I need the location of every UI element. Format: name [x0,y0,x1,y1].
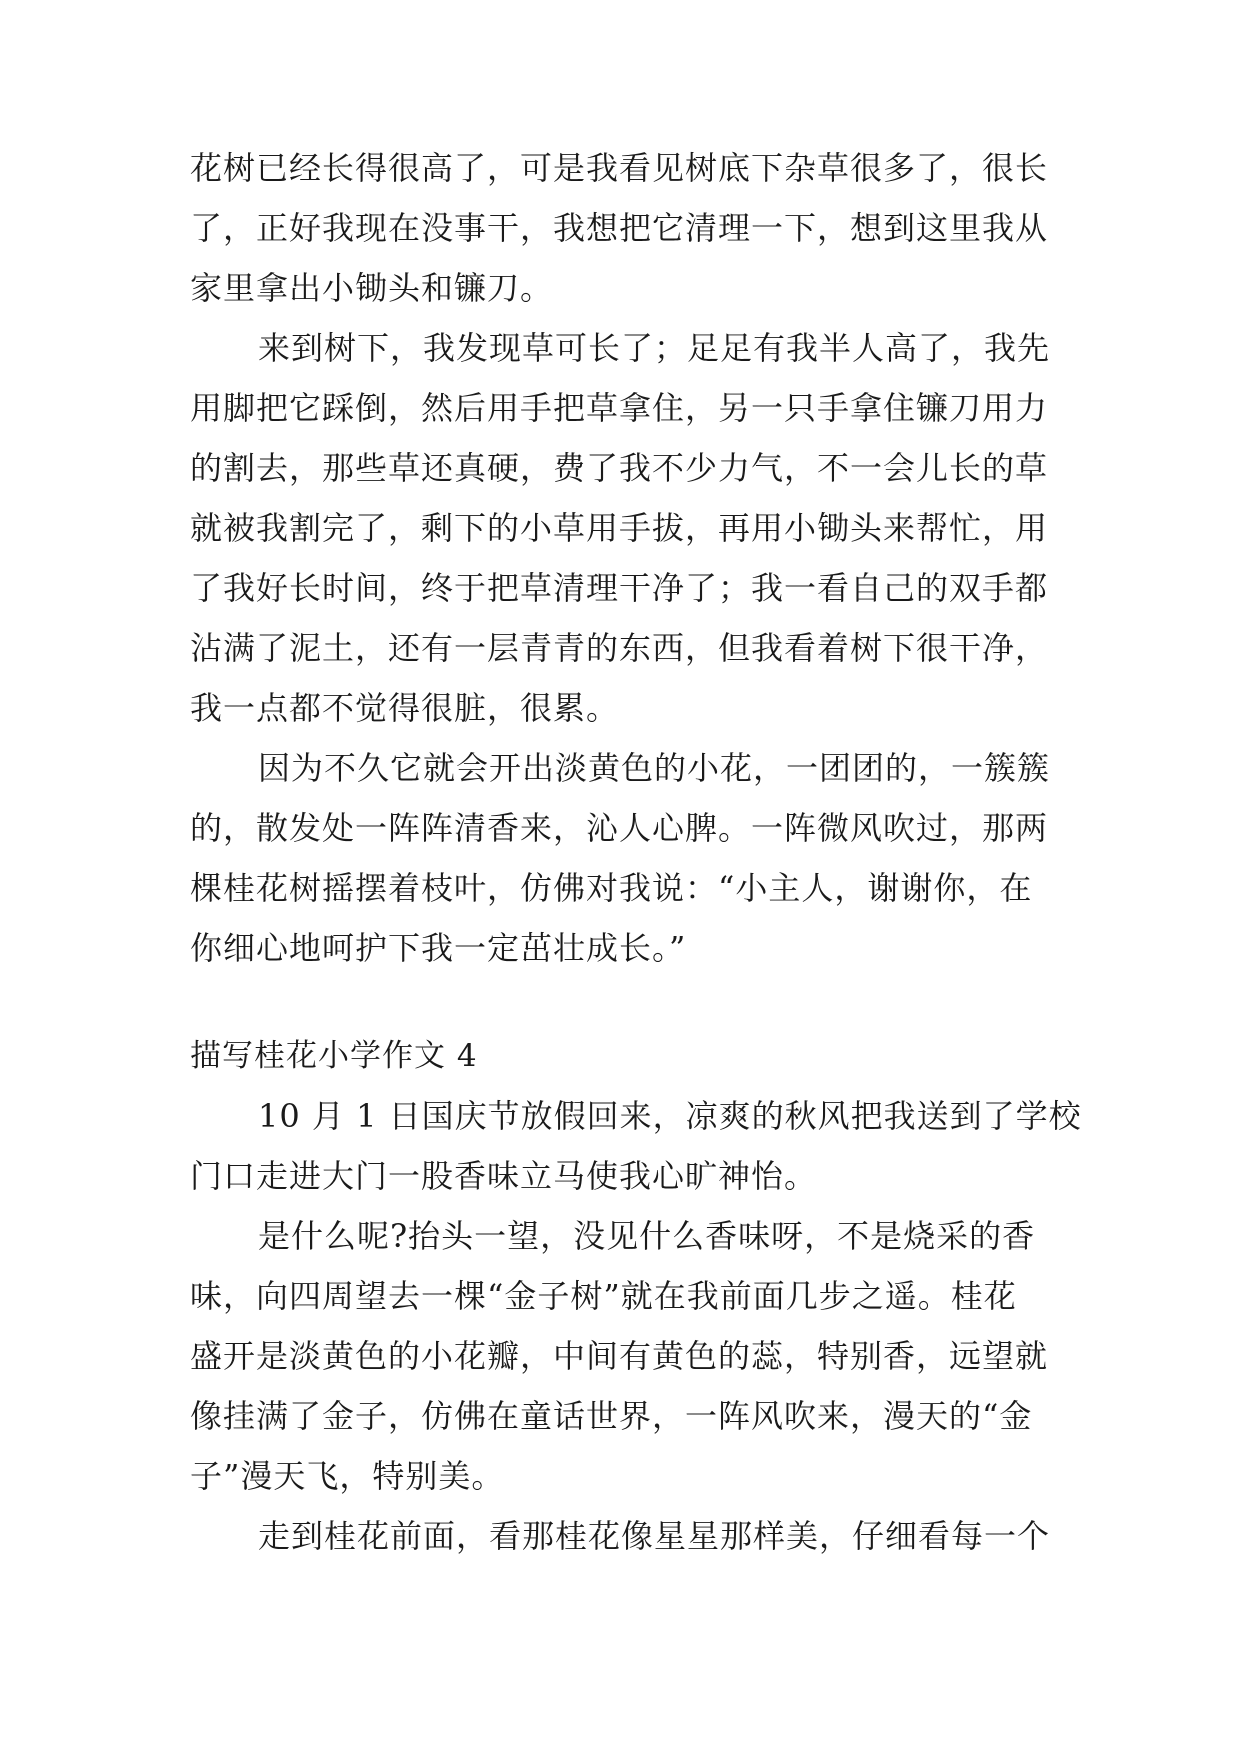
paragraph-line: 沾满了泥土，还有一层青青的东西，但我看着树下很干净， [190,629,1049,667]
paragraph-line: 10 月 1 日国庆节放假回来，凉爽的秋风把我送到了学校 [258,1097,1082,1135]
paragraph-line: 味，向四周望去一棵“金子树”就在我前面几步之遥。桂花 [190,1277,1017,1315]
paragraph-line: 就被我割完了，剩下的小草用手拔，再用小锄头来帮忙，用 [190,509,1049,547]
paragraph-line: 了，正好我现在没事干，我想把它清理一下，想到这里我从 [190,209,1049,247]
paragraph-line: 你细心地呵护下我一定茁壮成长。” [190,929,687,967]
paragraph-line: 因为不久它就会开出淡黄色的小花，一团团的，一簇簇 [258,749,1051,787]
paragraph-line: 用脚把它踩倒，然后用手把草拿住，另一只手拿住镰刀用力 [190,389,1049,427]
paragraph-line: 了我好长时间，终于把草清理干净了；我一看自己的双手都 [190,569,1049,607]
paragraph-line: 花树已经长得很高了，可是我看见树底下杂草很多了，很长 [190,149,1049,187]
paragraph-line: 走到桂花前面，看那桂花像星星那样美，仔细看每一个 [258,1517,1051,1555]
paragraph-line: 我一点都不觉得很脏，很累。 [190,689,620,727]
paragraph-line: 门口走进大门一股香味立马使我心旷神怡。 [190,1157,818,1195]
paragraph-line: 是什么呢?抬头一望，没见什么香味呀，不是烧采的香 [258,1217,1036,1255]
paragraph-line: 像挂满了金子，仿佛在童话世界，一阵风吹来，漫天的“金 [190,1397,1033,1435]
section-heading: 描写桂花小学作文 4 [190,1038,478,1074]
paragraph-line: 的割去，那些草还真硬，费了我不少力气，不一会儿长的草 [190,449,1049,487]
paragraph-line: 来到树下，我发现草可长了；足足有我半人高了，我先 [258,329,1051,367]
paragraph-line: 家里拿出小锄头和镰刀。 [190,269,554,307]
paragraph-line: 子”漫天飞，特别美。 [190,1457,505,1495]
paragraph-line: 盛开是淡黄色的小花瓣，中间有黄色的蕊，特别香，远望就 [190,1337,1049,1375]
paragraph-line: 棵桂花树摇摆着枝叶，仿佛对我说：“小主人，谢谢你，在 [190,869,1033,907]
paragraph-line: 的，散发处一阵阵清香来，沁人心脾。一阵微风吹过，那两 [190,809,1049,847]
